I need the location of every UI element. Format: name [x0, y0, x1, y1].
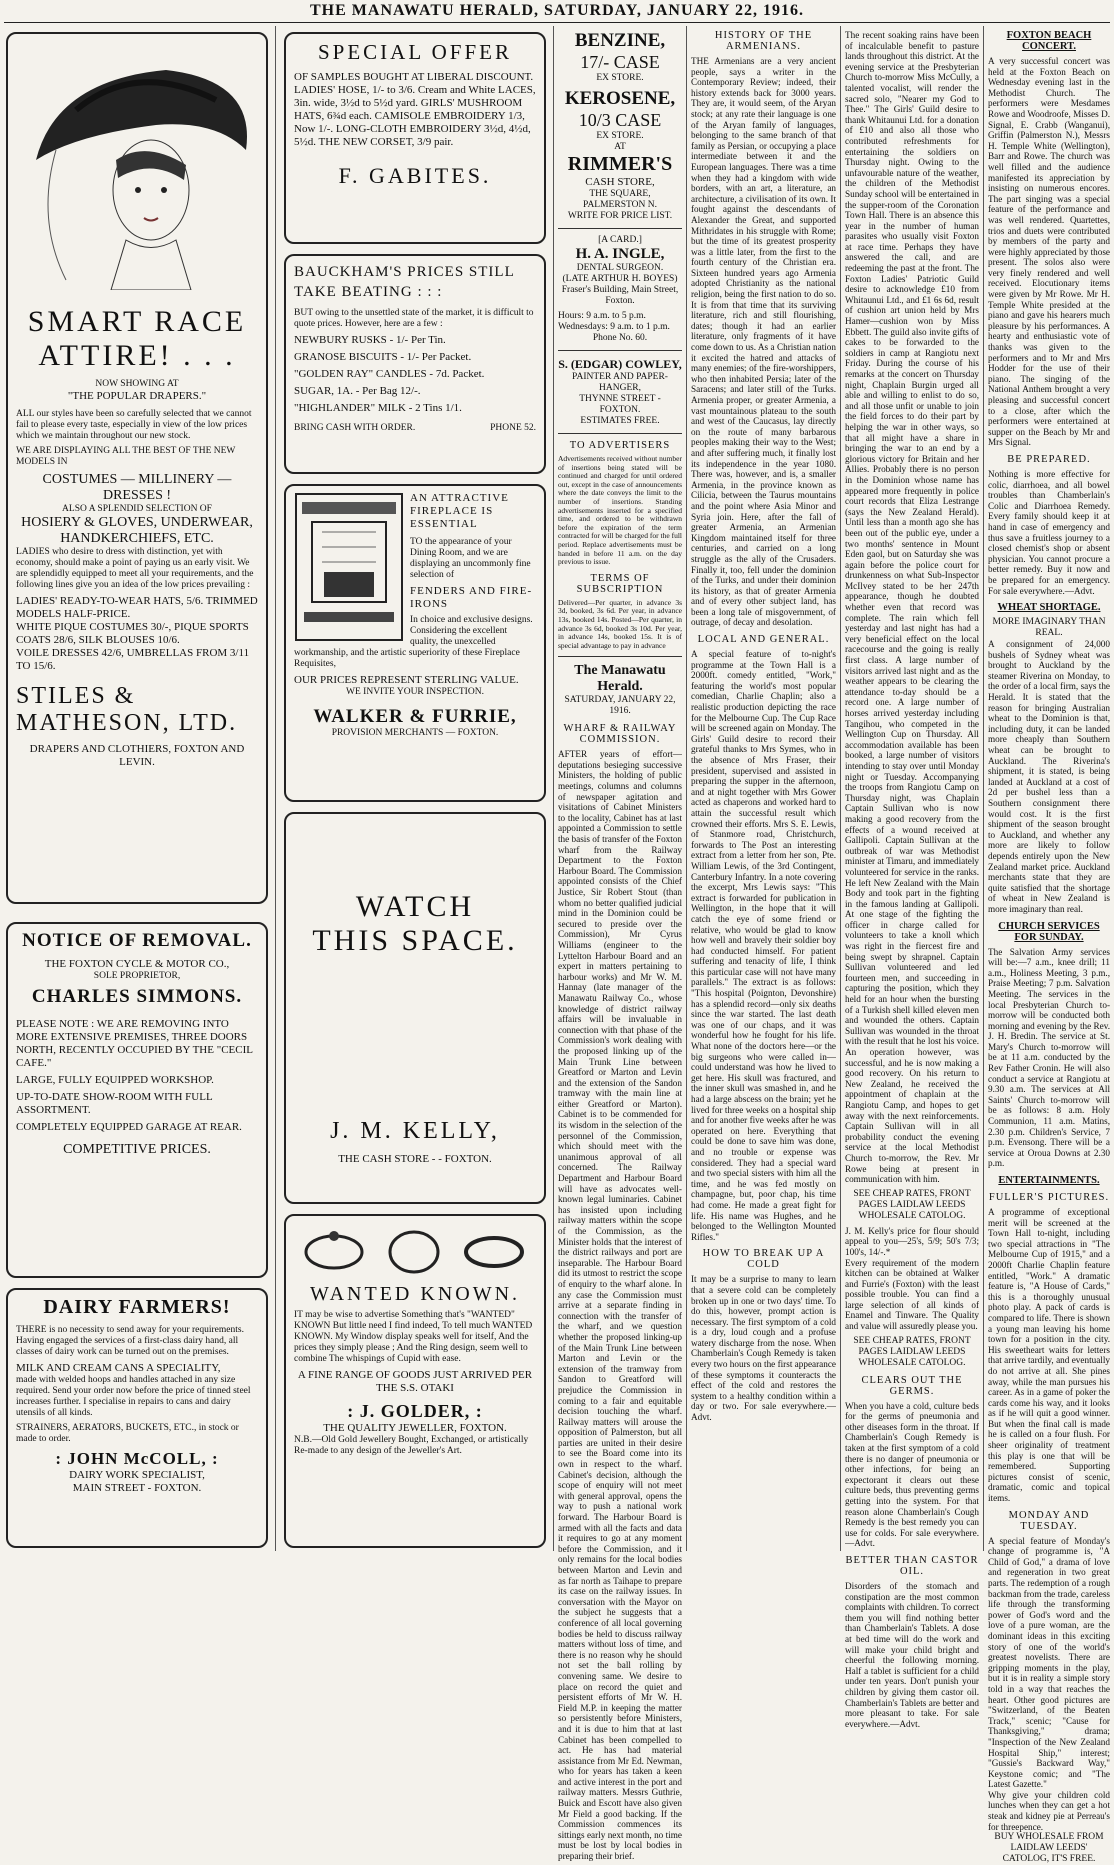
- wheat-subtitle: MORE IMAGINARY THAN REAL.: [992, 617, 1106, 639]
- stiles-hosiery: HOSIERY & GLOVES, UNDERWEAR, HANDKERCHIEFS, ETC.: [21, 515, 253, 546]
- bauckham-intro: BUT owing to the unsettled state of the market, it is difficult to quote prices. However, here are a few :: [294, 308, 534, 329]
- prepared-title: BE PREPARED.: [1007, 453, 1091, 465]
- fuller-body: A programme of exceptional merit will be screened at the Town Hall to-night, including two special attractions in "The Melbourne Cup of 1915," and a 2000ft Charlie Chaplin feature entitled, "Work." A dramatic feature is, "A House of Cards," this is a thoroughly unusual photo play. A pack of cards is compared to life. There is shown a young man leaving his home town for a position in the city. His sweetheart waits for letters that arrive tardily, and eventually do not arrive at all. She pines away, while the man pursues his career. As in a game of poker the cards come his way, and it looks as if he will quit a good winner. But when the final call is made he is called on a four flush. For sheer originality of treatment this play is one that will be remembered. Supporting pictures consist of scenic, dramatic, comic and topical items.: [988, 1207, 1110, 1504]
- bauckham-title: BAUCKHAM'S PRICES STILL TAKE BEATING : : :: [294, 264, 515, 300]
- cheap-rates-2: SEE CHEAP RATES, FRONT PAGES LAIDLAW LEEDS WHOLESALE CATOLOG.: [853, 1335, 971, 1368]
- rimmer-store: CASH STORE,: [585, 176, 655, 188]
- masthead-rule: [4, 22, 1110, 23]
- advertisers-title: TO ADVERTISERS: [569, 440, 671, 451]
- walker-p2: In choice and exclusive designs. Considering the excellent quality, the unexcelled workmanship, and the artistic superiority of these Fireplace Requisites,: [294, 615, 533, 669]
- bauckham-item: "GOLDEN RAY" CANDLES - 7d. Packet.: [294, 368, 485, 380]
- stiles-name-2: MATHESON, LTD.: [16, 710, 238, 736]
- ingle-name: H. A. INGLE,: [575, 246, 665, 262]
- germs-body: When you have a cold, culture beds for the germs of pneumonia and other diseases form in the throat. If Chamberlain's Cough Remedy is taken at the first symptom of a cold there is no danger of pneumonia or other infections, for being an expectorant it clears out these culture beds, thus preventing germs getting into the system. For that reason alone Chamberlain's Cough Remedy is the best remedy you can use for colds. For sale everywhere.—Advt.: [845, 1400, 979, 1549]
- cheap-rates-1: SEE CHEAP RATES, FRONT PAGES LAIDLAW LEEDS WHOLESALE CATOLOG.: [853, 1188, 971, 1221]
- kelly-watch: WATCH: [355, 890, 475, 923]
- stiles-title-1: SMART RACE: [27, 305, 247, 338]
- ingle-phone: Phone No. 60.: [592, 333, 648, 343]
- wholesale-notice: BUY WHOLESALE FROM LAIDLAW LEEDS' CATOLOG, IT'S FREE.: [994, 1832, 1104, 1865]
- stiles-also: ALSO A SPLENDID SELECTION OF: [62, 504, 212, 514]
- kelly-ad: [284, 812, 546, 1204]
- bauckham-item: GRANOSE BISCUITS - 1/- Per Packet.: [294, 351, 472, 363]
- rimmer-ex-1: EX STORE.: [596, 73, 644, 83]
- dairy-made: made with welded hoops and handles attached in any size required. Send your order now before the price of tinned steel increases further. I specialise in repairs to cans and dairy utensils of all kinds.: [16, 1375, 251, 1418]
- walker-fenders: FENDERS AND FIRE-IRONS: [410, 585, 533, 610]
- walker-p1: TO the appearance of your Dining Room, and we are displaying an uncommonly fine selection of: [410, 537, 531, 580]
- rimmer-benzine: BENZINE,: [574, 30, 666, 51]
- golder-range: A FINE RANGE OF GOODS JUST ARRIVED PER THE S.S. OTAKI: [297, 1369, 533, 1394]
- bauckham-item: NEWBURY RUSKS - 1/- Per Tin.: [294, 334, 446, 346]
- advertisers-body: Advertisements received without number of insertions being stated will be continued and charged for until ordered out, except in the case of announcements where the date conveys the limit to the number of insertions. Standing advertisements inserted for a specified time, and ordered to be withdrawn before the expiration of the term contracted for will be charged for the full period. Replace advertisements must be handed in before 11 a.m. on the day previous to issue.: [558, 454, 682, 567]
- removal-name: CHARLES SIMMONS.: [31, 986, 243, 1007]
- column-3: [558, 30, 682, 1862]
- subscription-body: Delivered—Per quarter, in advance 3s 3d, booked, 3s 6d. Per year, in advance 13s, booked 14s. Posted—Per quarter, in advance 3s 6d, booked 3s 10d. Per year, in advance 14s, booked 15s. It is of special advantage to pay in advance: [558, 597, 682, 650]
- rimmer-name: RIMMER'S: [567, 153, 673, 175]
- monday-body: A special feature of Monday's change of programme is, "A Child of God," a drama of love and regeneration in two great parts. The redemption of a rough backman from the trade, careless life through the transforming power of God's word and the love of a pure woman, are the dominant ideas in this exciting story of one of the world's greatest novelists. There are gripping moments in the play, but it is in reality a simple story told in a way that reaches the heart. Other good pictures are "Switzerland, of the Beaten Track," scenic; "Cause for Thanksgiving," drama; "Inspection of the New Zealand Hospital Ship," interest; "Gussie's Backward Way," Keystone comic; and "The Latest Gazette.": [988, 1535, 1110, 1790]
- bauckham-ad: [284, 254, 546, 474]
- stiles-costumes: COSTUMES — MILLINERY — DRESSES !: [42, 472, 232, 503]
- column-4: [691, 30, 836, 1423]
- cold-title: HOW TO BREAK UP A COLD: [702, 1248, 825, 1271]
- local-body: A special feature of to-night's programme at the Town Hall is a 2000ft. comedy entitled, "Work," featuring the world's most popular comedian, Charlie Chaplin; also a realistic production depicting the race for the Melbourne Cup. The Cup Race will be screened again on Monday. The Girls' Guild desire to record their grateful thanks to Mrs Symes, who in the absence of Mrs Fraser, their president, supervised and assisted in preparing the supper in the afternoon, and at night together with Mrs Gower acted as chaperons and worked hard to attain the successful result which crowned their efforts. Mrs S. E. Lewis, of Stanmore road, Christchurch, forwards to The Post an interesting extract from a letter from her son, Pte. William Lewis, of the 3rd Contingent, Canterbury Infantry. In a note covering the excerpt, Mrs Lewis says: "This extract is forwarded for publication in Wellington, in the hope that it will catch the eye of some friend or relative, who would be glad to know how well and bravely their soldier boy had conducted himself. For patient suffering and tenacity of life, I think this particular case will not have many parallels." The extract is as follows: "This hospital (Poignton, Devonshire) has a splendid record—only six deaths since the war started. The last death was one of our chaps, and it was wonderful how he fought for his life. What none of the doctors here—or the big surgeons who were called in—could understand was how he lived to get here. His skull was fractured, and the inner skull was smashed in, and he had a large abscess on the brain; yet he lived for three weeks on a hospital ship and for another five weeks after he was operated on here. Everything that could be done to save him was done, and no trouble or expense was considered. They had a special ward and two special sisters with him all the time, and he was fed mostly on champagne, but, poor chap, his time had come. He made a great fight for life. His name was Hughes, and he belonged to the Wellington Mounted Rifles.": [691, 649, 836, 1242]
- prepared-body: Nothing is more effective for colic, diarrhoea, and all bowel troubles than Chamberlain's Colic and Diarrhoea Remedy. Every family should keep it at hand in case of emergency and thus save a fruitless journey to a closed chemist's shop or absent physician. You cannot procure a better remedy. Buy it now and be prepared for an emergency. For sale everywhere.—Advt.: [988, 468, 1110, 596]
- leader-title: WHARF & RAILWAY COMMISSION.: [563, 723, 677, 746]
- armenians-body: THE Armenians are a very ancient people, says a writer in the Contemporary Review; indeed, their history extends back for 3000 years. They are, it would seem, of the Aryan stock; at any rate their language is one of the Aryan family of languages, belonging to the same branch of that family as Persian, or occupying a place intermediate between it and the European languages. There was a time when they had a kingdom with wide borders, with an art, a literature, an architecture, a civilisation of its own. It fought against the descendants of Alexander the Great, and supported Mithridates in his struggle with Rome; but the time of its greatest prosperity was a little later, from the first to the fourth century of the Christian era. Sixteen hundred years ago Armenia adopted Christianity as the national religion, being the first nation to do so. It is from that time that its surviving literature, rich and still flourishing, dates; though it had an earlier literature, only fragments of it have come down to us. As a Christian nation it excited the hatred and attacks of many enemies; of the fire-worshippers, who then inhabited Persia; later of the Saracens; and later still of the Turks. Armenia proper, or greater Armenia, a vast mountainous plateau to the south and west of the Caucasus, lay directly on the route of many barbarous peoples making their way to the West; and after suffering much, it finally lost its independence in the year 1080. There was, however, and is, a smaller Armenia, in the province known as Cilicia, between the Taurus mountains and the point where Asia Minor and Syria join. Here, after the fall of greater Armenia, an Armenian Kingdom maintained itself for three centuries, and carried on a long struggle as the ally of the Crusaders. Finally it, too, fell under the dominion of the Turks, and under their dominion its history, as that of greater Armenia and of every other subject land, has been a long tale of misgovernment, of outrage, of decay and desolation.: [691, 56, 836, 628]
- lady-hat-illustration: [16, 40, 260, 290]
- removal-line-4: COMPETITIVE PRICES.: [63, 1142, 211, 1157]
- removal-co: THE FOXTON CYCLE & MOTOR CO.,: [44, 958, 230, 970]
- rimmer-kerosene: KEROSENE,: [564, 88, 676, 109]
- walker-trade: PROVISION MERCHANTS — FOXTON.: [331, 728, 499, 738]
- monday-title: MONDAY AND TUESDAY.: [1008, 1509, 1090, 1532]
- stiles-showing: NOW SHOWING AT: [95, 379, 179, 389]
- church-body: The Salvation Army services will be:—7 a.m., knee drill; 11 a.m., Holiness Meeting, 3 p.m., Praise Meeting; 7 p.m. Salvation Meeting. The services in the local Presbyterian Church to-morrow will be conducted both morning and evening by the Rev. J. H. Bredin. The service at St. Mary's Church to-morrow will be at 11 a.m. conducted by the Rev Father Cronin. He will also conduct a service at Rangiotu at 9.30 a.m. The services at All Saints' Church to-morrow will be as follows: 8 a.m. Holy Communion, 11 a.m. Matins, 2.30 p.m. Children's Service, 7 p.m. Evensong. There will be a service at Oroua Downs at 2.30 p.m.: [988, 946, 1110, 1169]
- bauckham-item: "HIGHLANDER" MILK - 2 Tins 1/1.: [294, 402, 462, 414]
- fuller-title: FULLER'S PICTURES.: [988, 1192, 1110, 1203]
- subscription-title: TERMS OF SUBSCRIPTION: [576, 572, 664, 595]
- church-title: CHURCH SERVICES FOR SUNDAY.: [998, 920, 1100, 943]
- ingle-title: DENTAL SURGEON.: [576, 263, 664, 273]
- column-6: [988, 30, 1110, 1865]
- stiles-matheson-ad: [6, 32, 268, 904]
- gabites-title: SPECIAL OFFER: [317, 40, 512, 64]
- dairy-name: : JOHN McCOLL, :: [55, 1449, 219, 1468]
- ingle-late: (LATE ARTHUR H. BOYES): [562, 274, 678, 284]
- removal-title: NOTICE OF REMOVAL.: [22, 930, 252, 951]
- stiles-ladies: LADIES who desire to dress with distinction, yet with economy, should make a point of paying us an early visit. We are splendidly equipped to meet all your requirements, and the following lines give you an idea of the low prices prevailing :: [16, 547, 254, 590]
- walker-title: AN ATTRACTIVE FIREPLACE IS ESSENTIAL: [410, 492, 509, 530]
- dairy-addr: MAIN STREET - FOXTON.: [72, 1482, 202, 1494]
- stiles-voile: VOILE DRESSES 42/6, UMBRELLAS FROM 3/11 TO 15/6.: [16, 647, 250, 672]
- removal-prop: SOLE PROPRIETOR,: [93, 971, 181, 981]
- stiles-hats: LADIES' READY-TO-WEAR HATS, 5/6. TRIMMED MODELS HALF-PRICE.: [16, 595, 258, 620]
- walker-name: WALKER & FURRIE,: [313, 706, 517, 727]
- walker-prices: OUR PRICES REPRESENT STERLING VALUE.: [294, 674, 519, 686]
- golder-p1: IT may be wise to advertise Something that's "WANTED" KNOWN But little need I find indeed, To tell much WANTED KNOWN. My Window display speaks well for itself, And the prices they simply please ; And the Ring design, seem well to combine The whispings of Cupid with ease.: [294, 1310, 533, 1364]
- dairy-spec: DAIRY WORK SPECIALIST,: [69, 1469, 205, 1481]
- golder-title: WANTED KNOWN.: [309, 1283, 521, 1305]
- column-divider: [686, 26, 687, 1551]
- gabites-name: F. GABITES.: [338, 163, 492, 188]
- stiles-name-1: STILES &: [16, 683, 136, 709]
- removal-notice-ad: [6, 922, 268, 1278]
- rimmer-ex-2: EX STORE.: [596, 131, 644, 141]
- golder-ad: [284, 1214, 546, 1548]
- golder-nb: N.B.—Old Gold Jewellery Bought, Exchanged, or artistically Re-made to any design of the Jeweller's Art.: [294, 1435, 529, 1456]
- rimmer-square: THE SQUARE,: [589, 189, 651, 199]
- kelly-store: THE CASH STORE - - FOXTON.: [338, 1153, 492, 1165]
- entertainments-title: ENTERTAINMENTS.: [998, 1175, 1100, 1186]
- rimmer-price-2: 10/3 CASE: [578, 110, 662, 130]
- leader-date: SATURDAY, JANUARY 22, 1916.: [564, 695, 676, 717]
- column-divider: [983, 26, 984, 1551]
- dairy-farmers-ad: [6, 1288, 268, 1548]
- wheat-body: A consignment of 24,000 bushels of Sydney wheat was brought to Auckland by the steamer Riverina on Monday, to the order of a local firm, says the Herald. It is stated that the reason for bringing Australian wheat to the Dominion is that, including duty, it can be landed more cheaply than Southern wheat can be brought to Auckland. The Riverina's shipment, it is stated, is being landed at Auckland at a cost of 2d per bushel less than a Southern consignment there would cost. It is the first shipment of the season brought to Auckland, and whether any more are likely to follow depends entirely upon the New Zealand market price. Auckland merchants state that they are quite satisfied that the shortage of wheat in New Zealand is more imaginary than real.: [988, 639, 1110, 914]
- paper-name: The Manawatu Herald.: [574, 663, 666, 695]
- cowley-name: S. (EDGAR) COWLEY,: [558, 357, 682, 371]
- gabites-body: OF SAMPLES BOUGHT AT LIBERAL DISCOUNT. LADIES' HOSE, 1/- to 3/6. Cream and White LACES, 3in. wide, 3½d to 5½d yard. GIRLS' MUSHROOM HATS, 6¾d each. CAMISOLE EMBROIDERY 1/3, Now 1/-. LONG-CLOTH EMBROIDERY 3½d, 4½d, 5½d. THE NEW CORSET, 3/9 pair.: [294, 71, 536, 148]
- stiles-title-2: ATTIRE! . . .: [38, 339, 236, 372]
- castor-title: BETTER THAN CASTOR OIL.: [845, 1554, 979, 1577]
- walker-furrie-ad: [284, 484, 546, 802]
- concert-title: FOXTON BEACH CONCERT.: [1006, 30, 1092, 52]
- dairy-title: DAIRY FARMERS!: [43, 1296, 231, 1318]
- removal-line-2: UP-TO-DATE SHOW-ROOM WITH FULL ASSORTMENT.: [16, 1091, 213, 1116]
- bauckham-footer: BRING CASH WITH ORDER. PHONE 52.: [294, 423, 536, 433]
- armenians-title: HISTORY OF THE ARMENIANS.: [714, 30, 813, 52]
- dairy-milk: MILK AND CREAM CANS A SPECIALITY,: [16, 1362, 221, 1374]
- removal-line-3: COMPLETELY EQUIPPED GARAGE AT REAR.: [16, 1121, 242, 1133]
- gabites-ad: [284, 32, 546, 244]
- kelly-name: J. M. KELLY,: [330, 1118, 500, 1144]
- stiles-intro: ALL our styles have been so carefully selected that we cannot fail to please every taste, especially in view of the low prices which we maintain throughout our new stock.: [16, 409, 252, 441]
- rimmer-at: AT: [614, 142, 626, 152]
- golder-trade: THE QUALITY JEWELLER, FOXTON.: [323, 1422, 507, 1434]
- column-divider: [553, 26, 554, 1551]
- stiles-drapers: "THE POPULAR DRAPERS.": [67, 390, 207, 402]
- column-divider: [275, 26, 276, 1551]
- kelly-space: THIS SPACE.: [312, 924, 518, 957]
- cowley-trade: PAINTER AND PAPER-HANGER,: [572, 372, 668, 393]
- column-divider: [840, 26, 841, 1551]
- walker-invite: WE INVITE YOUR INSPECTION.: [346, 687, 484, 697]
- bauckham-item: SUGAR, 1A. - Per Bag 12/-.: [294, 385, 421, 397]
- ingle-addr: Fraser's Building, Main Street, Foxton.: [561, 285, 679, 306]
- stiles-pique: WHITE PIQUE COSTUMES 30/-, PIQUE SPORTS COATS 28/6, SILK BLOUSES 10/6.: [16, 621, 249, 646]
- cowley-est: ESTIMATES FREE.: [580, 416, 660, 426]
- stiles-display: WE ARE DISPLAYING ALL THE BEST OF THE NEW MODELS IN: [16, 446, 236, 467]
- ingle-hours: Hours: 9 a.m. to 5 p.m. Wednesdays: 9 a.m. to 1 p.m.: [558, 311, 670, 332]
- dairy-intro: THERE is no necessity to send away for your requirements. Having engaged the services of a first-class dairy hand, all classes of dairy work can be turned out on the premises.: [16, 1325, 244, 1357]
- rimmer-price-1: 17/- CASE: [580, 52, 660, 72]
- leader-body: AFTER years of effort—deputations besieging successive Ministers, the holding of public meetings, columns and columns of newspaper agitation and visitations of Cabinet Ministers to the locality, Cabinet has at last appointed a Commission to settle the basis of transfer of the Foxton wharf from the Railway Department to the Foxton Harbour Board. The Commission appointed consists of the Chief Justice, Sir Robert Stout (than whom no better qualified judicial mind in the Dominion could be secured to preside over the Commission), Mr Cyrus Williams (engineer to the Lyttelton Harbour Board and an expert in matters pertaining to harbour works) and Mr W. M. Hannay (late manager of the Manawatu Railway Co., whose knowledge of district railway affairs will be invaluable in connection with that phase of the Commission's work dealing with the proposed linking up of the Main Trunk Line between Greatford or Marton and Levin and the extension of the Sandon tramway with the main line at either Greatford or Marton). Cabinet is to be commended for its wisdom in the selection of the personnel of the Commission, which should meet with the unanimous approval of all concerned. The Railway Department and Harbour Board will have as advocates well-known legal luminaries. Cabinet has insisted upon including railway matters within the scope of the Commission, as the Minister holds that the interest of the district railways and port are inseparable. The Harbour Board did its utmost to restrict the scope of enquiry to the wharf alone. In any case the Commission must arrive at a separate finding in connection with the transfer of the wharf, and we question whether the proposed linking-up of the Main Trunk Line between Marton and Levin or the extension of the tramway from Sandon to Greatford will prejudice the Commission in coming to a fair and equitable decision touching the wharf. Railway matters will arouse the opposition of Palmerston, but all parties are united in their desire to see the Board come into its own in respect to the wharf. Cabinet's decision, although the scope of enquiry will not meet with general approval, opens the way to push a national work forward. The Harbour Board is armed with all the facts and data it requires to go at any moment before the Commission, and it only remains for the local bodies between Marton and Levin and as far north as Taihape to prepare its case on the railway issues. In conversation with the Mayor on the subject he suggests that a conference of all local governing bodies be held to discuss railway matters without loss of time, and there is no reason why he should not set the ball rolling by convening same. We desire to place on record the quiet and persistent efforts of Mr W. H. Field M.P. in keeping the matter so persistently before Ministers, and it is due to him that at last Cabinet has been compelled to act. He has had material assistance from Mr Ed. Newman, who for years has taken a keen and active interest in the port and railway matters. Messrs Guthrie, Buick and Escott have also given Mr Field a good backing. If the Commission commences its sittings early next month, no time must be lost by local bodies in preparing their brief.: [558, 749, 682, 1862]
- masthead: THE MANAWATU HERALD, SATURDAY, JANUARY 22, 1916.: [310, 2, 804, 19]
- kelly-flour: J. M. Kelly's price for flour should appeal to you—25's, 5/9; 50's 7/3; 100's, 14/-.*: [845, 1225, 979, 1257]
- modern-kitchen: Every requirement of the modern kitchen can be obtained at Walker and Furrie's (Foxton) with the least possible trouble. You can find a large selection of all kinds of Enamel and Tinware. The Quality and value will assuredly please you.: [845, 1257, 979, 1332]
- concert-body: A very successful concert was held at the Foxton Beach on Wednesday evening last in the Methodist Church. The performers were Mesdames Rowe and Woodroofe, Misses D. Signal, E. Crabb (Wanganui), Griffin (Palmerston N.), Messrs H. Temple White (Wellington), Barr and Rowe. The church was well filled and the audience manifested its appreciation by insisting on numerous encores. The part singing was a special feature of the performance and was well rendered. Quartettes, trios and duets were contributed by members of the party and were highly appreciated by those present. The solos also were very finely rendered and well received. Elocutionary items were given by Mr Rowe. Mr H. Temple White presided at the piano and gave his hearers much pleasure by his performances. A hearty and enthusiastic vote of thanks was given to the performers and to Mr and Mrs Hodder for the use of their piano. The singing of the National Anthem brought a very pleasing and successful concert to a close, after which the performers were entertained at supper on the Beach by Mr and Mrs Signal.: [988, 56, 1110, 448]
- removal-note: PLEASE NOTE : WE ARE REMOVING INTO MORE EXTENSIVE PREMISES, THREE DOORS NORTH, RECENTLY OCCUPIED BY THE "CECIL CAFE.": [16, 1018, 253, 1069]
- ingle-card: [A CARD.]: [598, 235, 642, 245]
- stiles-trade: DRAPERS AND CLOTHIERS, FOXTON AND LEVIN.: [29, 743, 245, 768]
- fireplace-illustration: [294, 492, 404, 642]
- cowley-addr: THYNNE STREET - FOXTON.: [579, 394, 661, 415]
- removal-line-1: LARGE, FULLY EQUIPPED WORKSHOP.: [16, 1074, 214, 1086]
- castor-body: Disorders of the stomach and constipation are the most common complaints with children. To correct them you will find nothing better than Chamberlain's Tablets. A dose at bed time will do the work and will make your child bright and cheerful the following morning. Half a tablet is sufficient for a child under ten years. Don't punish your children by giving them castor oil. Chamberlain's Tablets are better and more pleasant to take. For sale everywhere.—Advt.: [845, 1580, 979, 1729]
- wheat-title: WHEAT SHORTAGE.: [997, 602, 1101, 614]
- local-title: LOCAL AND GENERAL.: [697, 634, 830, 646]
- dairy-strainers: STRAINERS, AERATORS, BUCKETS, ETC., in stock or made to order.: [16, 1423, 239, 1444]
- germs-title: CLEARS OUT THE GERMS.: [861, 1374, 963, 1397]
- rimmer-list: WRITE FOR PRICE LIST.: [567, 211, 673, 221]
- pie-notice: Why give your children cold lunches when they can get a hot steak and kidney pie at Perreau's for threepence.: [988, 1789, 1110, 1832]
- rimmer-town: PALMERSTON N.: [583, 200, 657, 210]
- golder-name: : J. GOLDER, :: [347, 1401, 483, 1421]
- column-5: [845, 30, 979, 1729]
- jewellery-illustration: [294, 1222, 534, 1278]
- cold-body: It may be a surprise to many to learn that a severe cold can be completely broken up in one or two days' time. To do this, however, prompt action is necessary. The first symptom of a cold is a dry, loud cough and a profuse watery discharge from the nose. When Chamberlain's Cough Remedy is taken every two hours on the first appearance of these symptoms it counteracts the effect of the cold and restores the system to a healthy condition within a day or two. For sale everywhere.—Advt.: [691, 1274, 836, 1423]
- col5-body: The recent soaking rains have been of incalculable benefit to pasture lands throughout this district. At the evening service at the Presbyterian Church to-morrow Miss McCully, a talented vocalist, will render the sacred solo, "Nearer my God to Thee." The Girls' Guild desire to thank Whitaunui Ltd. for a donation of £10 and also all those who contributed refreshments for entertaining the soldiers on Thursday night. Owing to the unfavourable nature of the weather, the children of the Methodist Sunday school will be entertained in the supper-room of the Coronation Town Hall. There is an absence this year in the number of human parasites who usually visit Foxton at race time. Perhaps they have answered the call, and are redeeming the past at the front. The Foxton Ladies' Patriotic Guild desire to acknowledge £10 from Whitaunui Ltd., and £1 6s 6d, result of cushion art union held by Mrs Hamer—cushion won by Miss Ebbett. The guild also invite gifts of cakes to be forwarded to the soldiers in camp at Rangiotu next Friday. During the course of his remarks at the concert on Thursday night, Chaplain Burgin urged all able and willing to enlist to do so, and all those unfit or unable to join the field forces to do their part by helping the war in other ways, so that all might have a share in bringing the war to an end by a glorious victory for Britain and her Allies. Probably there is no person in the Dominion whose name has appeared more frequently in police court records that Eliza Lestrange (says the New Zealand Herald). Until less than a month ago she has been out of the public eye, under a two months' sentence in Mount Eden gaol, but on Saturday she was again before the police court for drunkenness on what Sub-Inspector McIlvey stated to be her 247th appearance, though he doubted whether even that record was complete. The rain which fell yesterday and last night has had a very beneficial effect on the local racecourse and the going is really first class. A large number of visitors arrived last night and as the weather appears to be clearing the attendance to-day should be a record one. A large number of horses arrived yesterday including Tangihou, who competed in the Wellington Cup on Thursday. All accommodation available has been booked, a large number of visitors intending to stay over until Monday night or Tuesday. Accompanying the troops from Rangiotu Camp on Thursday night, was Chaplain Captain Sullivan who is now making a good recovery from the effects of a wound received at Gallipoli. Captain Sullivan at the outbreak of war was Methodist minister at Timaru, and immediately volunteered for service in the ranks. He left New Zealand with the Main Body and took part in the fighting in the famous landing at Gallipoli. At one stage of the fighting the officer in charge called for volunteers to take a knoll which was right in the fiercest fire and being swept by shrapnel. Captain Sullivan volunteered and led fourteen men, and succeeding in capturing the position, which they held for an hour when the bursting of a Turkish shell killed eleven men and wounded the others. Captain Sullivan was wounded in the throat with the result that he lost his voice. An operation however, was successful, and he is now making a good recovery. On his return to New Zealand, he received the appointment of chaplain at the Rangiotu Camp, and hopes to get away with the next reinforcements. Captain Sullivan will in all probability conduct the evening service at the local Methodist Church to-morrow, the Rev. Mr Rowe being at present in communication with him.: [845, 30, 979, 1185]
